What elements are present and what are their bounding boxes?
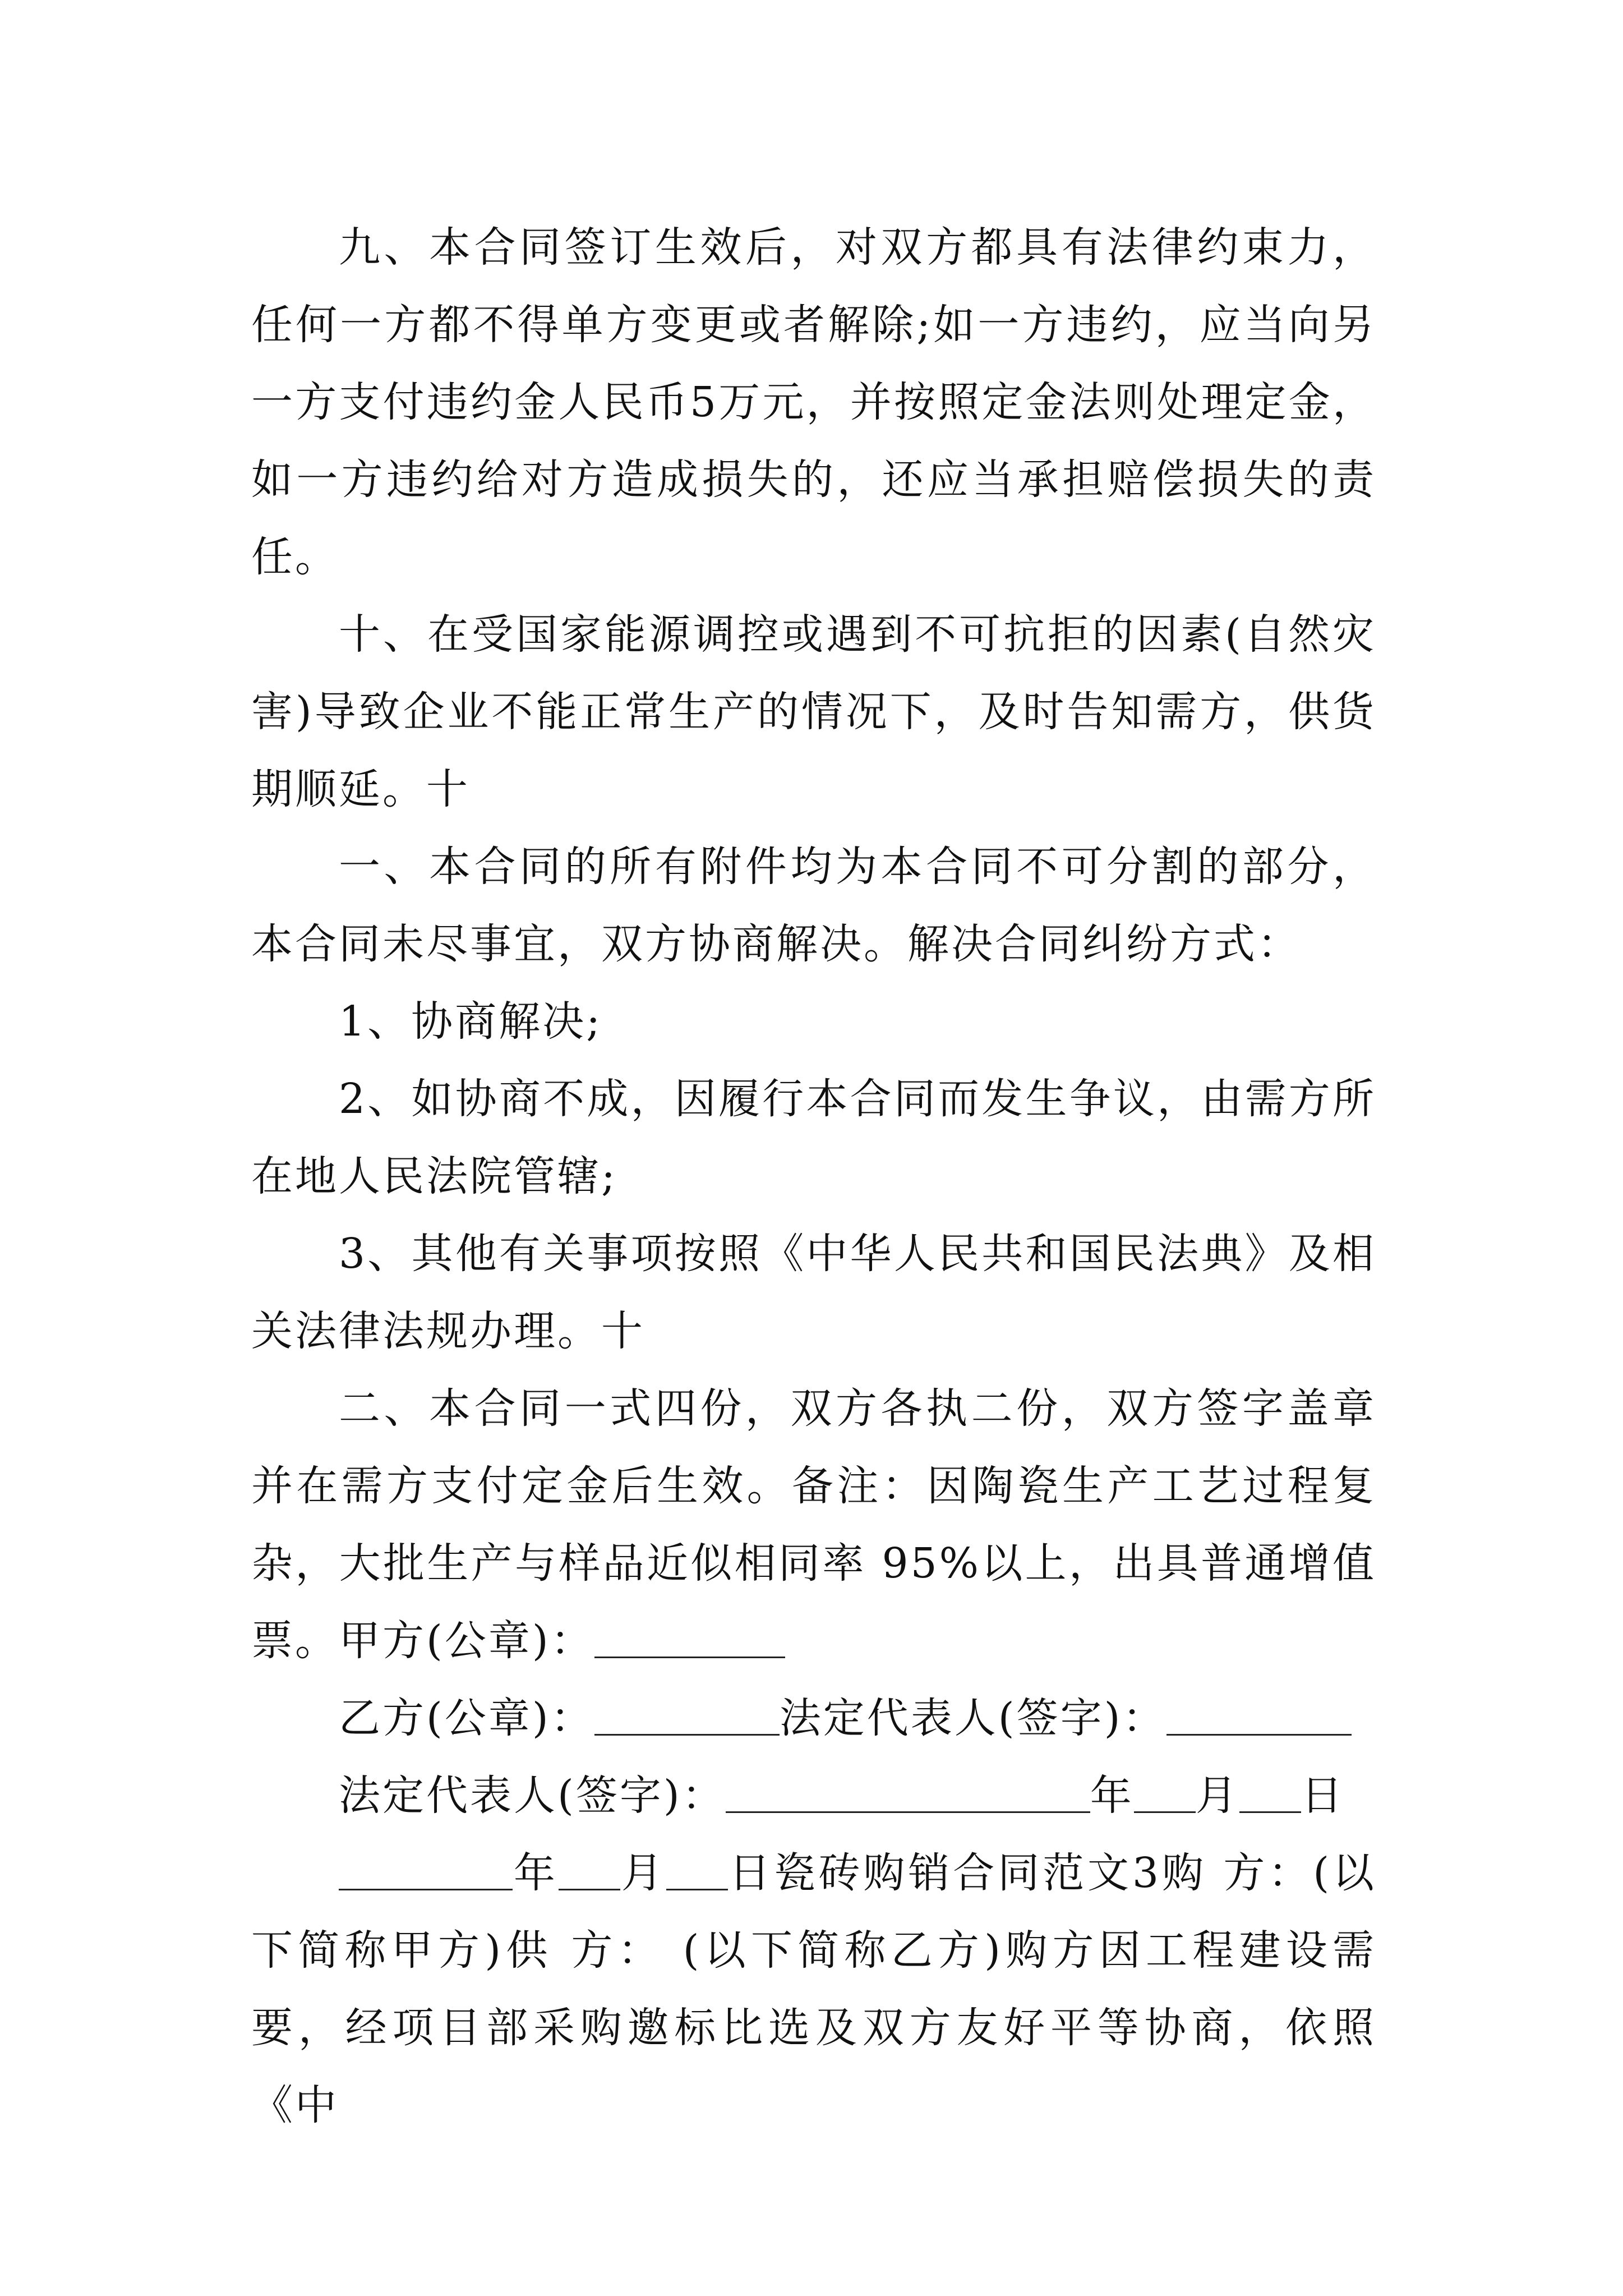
dispute-item-1-text: 1、协商解决;	[339, 997, 603, 1046]
dispute-item-1	[251, 983, 1376, 1060]
party-a-seal-blank	[594, 1617, 785, 1658]
date-month-label: 月	[620, 1849, 666, 1897]
clause-twelve-text: 二、本合同一式四份，双方各执二份，双方签字盖章并在需方支付定金后生效。备注：因陶瓷生产工艺过程复杂，大批生产与样品近似相同率 95%以上，出具普通增值票。甲方(公章)：	[251, 1384, 1376, 1665]
clause-twelve	[251, 1370, 1376, 1680]
clause-ten	[251, 596, 1376, 828]
date-day-blank	[666, 1849, 728, 1890]
clause-nine-text: 九、本合同签订生效后，对双方都具有法律约束力，任何一方都不得单方变更或者解除;如一方违约，应当向另一方支付违约金人民币5万元，并按照定金法则处理定金，如一方违约给对方造成损失的，还应当承担赔偿损失的责任。	[251, 223, 1376, 581]
dispute-item-2	[251, 1060, 1376, 1215]
clause-nine	[251, 209, 1376, 596]
date-year-label: 年	[513, 1849, 559, 1897]
dispute-item-3-text: 3、其他有关事项按照《中华人民共和国民法典》及相关法律法规办理。十	[251, 1230, 1376, 1355]
clause-eleven	[251, 828, 1376, 983]
contract-three-text: 日瓷砖购销合同范文3购 方：(以下简称甲方)供 方： (以下简称乙方)购方因工程建设需要，经项目部采购邀标比选及双方友好平等协商，依照《中	[251, 1849, 1377, 2129]
party-b-seal-blank	[594, 1695, 780, 1736]
party-b-rep-label: 法定代表人(签字)：	[339, 1772, 726, 1820]
party-a-rep-blank	[1166, 1695, 1352, 1736]
dispute-item-3	[251, 1215, 1376, 1370]
contract-three-intro	[251, 1834, 1376, 2144]
date-month-blank	[559, 1849, 620, 1890]
sign-month-blank	[1134, 1772, 1196, 1813]
party-a-rep-label: 法定代表人(签字)：	[779, 1694, 1166, 1742]
party-b-seal-label: 乙方(公章)：	[339, 1694, 594, 1742]
sign-month-label: 月	[1195, 1772, 1239, 1820]
document-body	[251, 209, 1376, 2144]
sign-day-blank	[1239, 1772, 1301, 1813]
dispute-item-2-text: 2、如协商不成，因履行本合同而发生争议，由需方所在地人民法院管辖;	[251, 1075, 1376, 1200]
sign-year-label: 年	[1090, 1772, 1134, 1820]
party-b-rep-blank	[726, 1772, 1090, 1813]
date-year-blank	[339, 1849, 513, 1890]
party-b-seal-line	[251, 1680, 1376, 1757]
clause-eleven-text: 一、本合同的所有附件均为本合同不可分割的部分，本合同未尽事宜，双方协商解决。解决合同纠纷方式：	[251, 843, 1376, 968]
sign-day-label: 日	[1301, 1772, 1345, 1820]
clause-ten-text: 十、在受国家能源调控或遇到不可抗拒的因素(自然灾害)导致企业不能正常生产的情况下，及时告知需方，供货期顺延。十	[251, 610, 1376, 813]
party-b-rep-line	[251, 1757, 1376, 1834]
